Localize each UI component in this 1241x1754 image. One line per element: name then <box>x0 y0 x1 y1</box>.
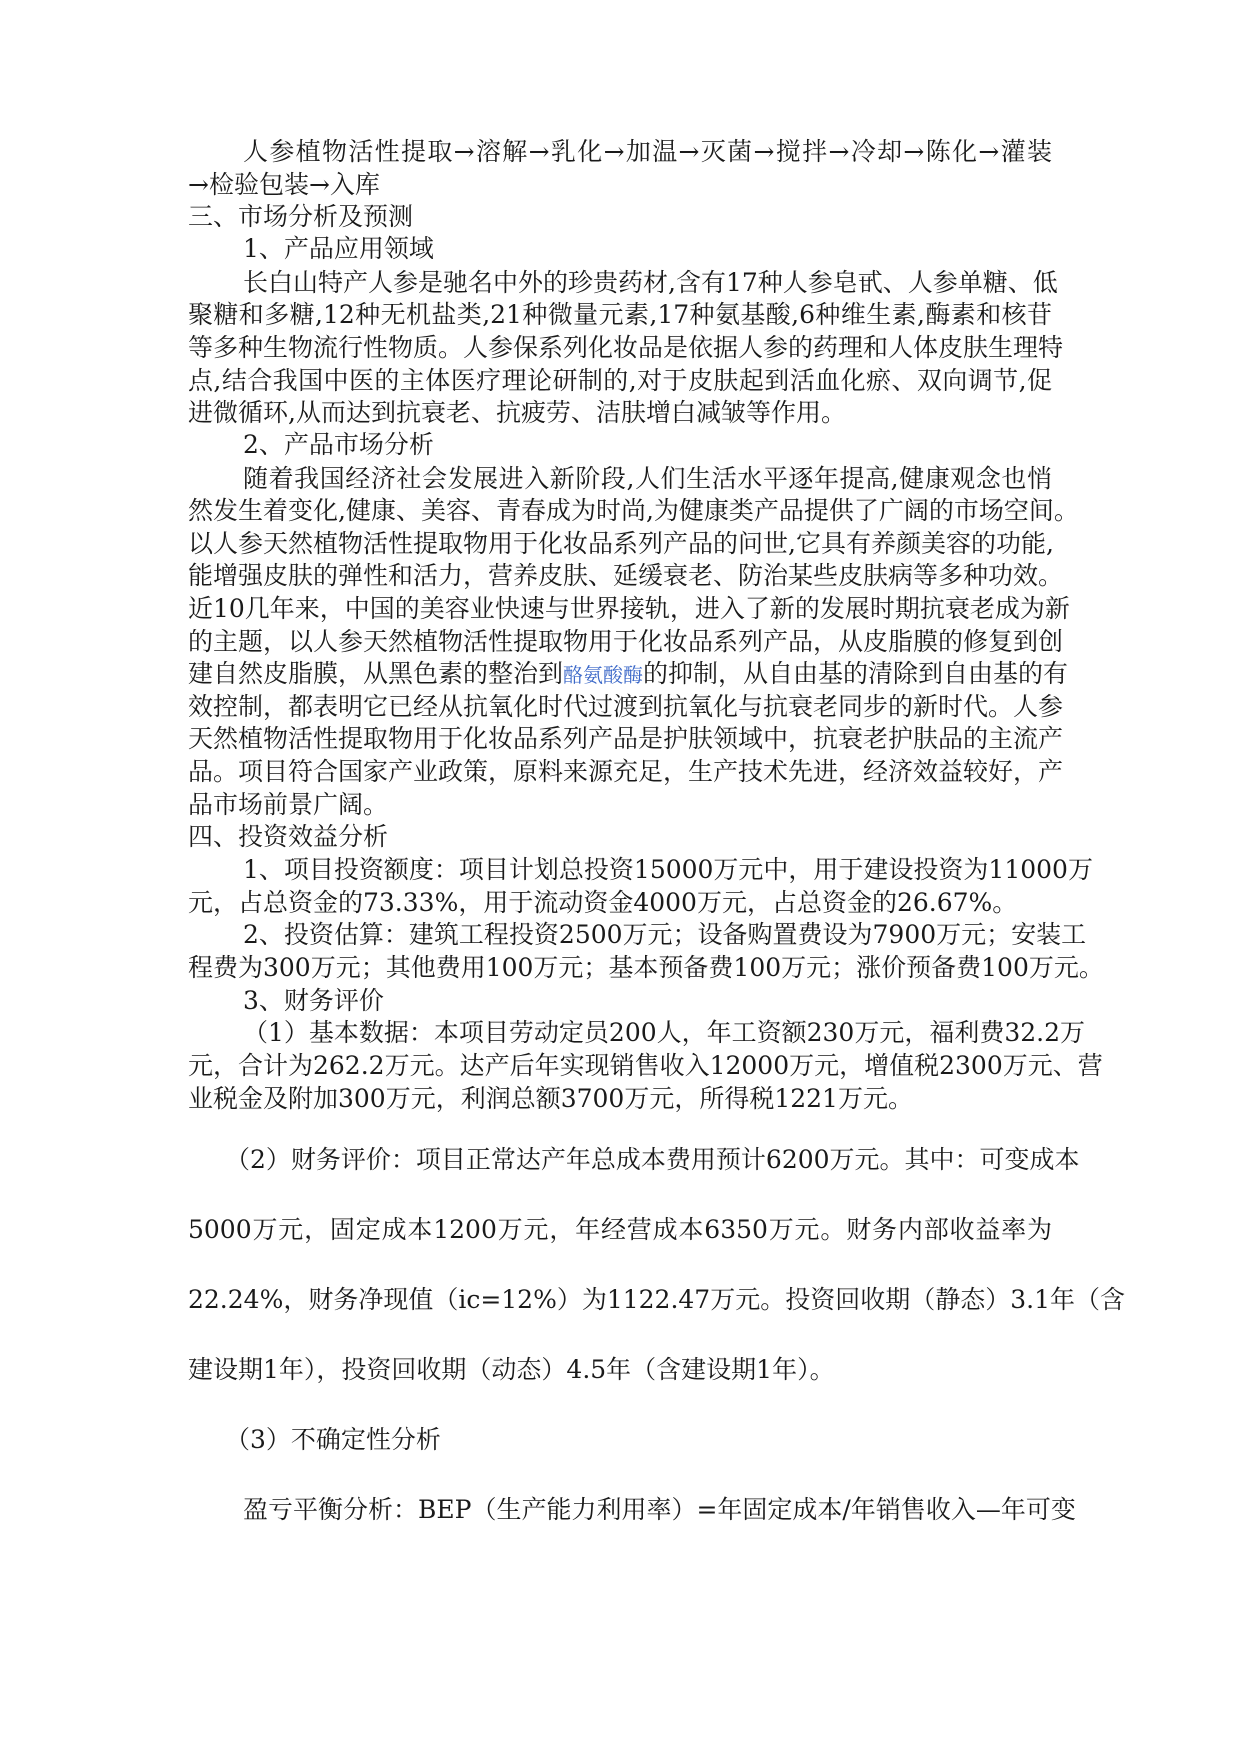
paragraph-line: 近10几年来，中国的美容业快速与世界接轨，进入了新的发展时期抗衰老成为新 <box>188 594 1070 623</box>
paragraph-line: 品。项目符合国家产业政策，原料来源充足，生产技术先进，经济效益较好，产 <box>188 757 1064 786</box>
basic-data-line: （1）基本数据：本项目劳动定员200人，年工资额230万元，福利费32.2万 <box>243 1018 1086 1047</box>
financial-eval-line: 22.24%，财务净现值（ic=12%）为1122.47万元。投资回收期（静态）3.1年（含 <box>188 1285 1125 1314</box>
basic-data-line: 业税金及附加300万元，利润总额3700万元，所得税1221万元。 <box>188 1084 913 1113</box>
investment-estimate-line: 程费为300万元；其他费用100万元；基本预备费100万元；涨价预备费100万元。 <box>188 953 1104 982</box>
tyrosinase-link[interactable]: 酪氨酸酶 <box>563 663 644 687</box>
paragraph-line: 然发生着变化,健康、美容、青春成为时尚,为健康类产品提供了广阔的市场空间。 <box>188 496 1079 525</box>
process-flow-line-2: →检验包装→入库 <box>188 170 380 199</box>
investment-estimate-line: 2、投资估算：建筑工程投资2500万元；设备购置费设为7900万元；安装工 <box>243 920 1087 949</box>
paragraph-line: 随着我国经济社会发展进入新阶段,人们生活水平逐年提高,健康观念也悄 <box>243 464 1052 493</box>
paragraph-line-with-link <box>188 657 1069 692</box>
paragraph-line: 等多种生物流行性物质。人参保系列化妆品是依据人参的药理和人体皮肤生理特 <box>188 333 1064 362</box>
text-after-link: 的抑制，从自由基的清除到自由基的有 <box>643 659 1069 688</box>
paragraph-line: 效控制，都表明它已经从抗氧化时代过渡到抗氧化与抗衰老同步的新时代。人参 <box>188 692 1064 721</box>
financial-eval-line: 建设期1年），投资回收期（动态）4.5年（含建设期1年）。 <box>188 1355 835 1384</box>
investment-amount-line: 1、项目投资额度：项目计划总投资15000万元中，用于建设投资为11000万 <box>243 855 1093 884</box>
section-3-heading: 三、市场分析及预测 <box>188 202 414 231</box>
subsection-3-1-heading: 1、产品应用领域 <box>243 234 434 263</box>
investment-amount-line: 元，占总资金的73.33%，用于流动资金4000万元，占总资金的26.67%。 <box>188 888 1018 917</box>
subsection-3-2-heading: 2、产品市场分析 <box>243 430 434 459</box>
paragraph-line: 能增强皮肤的弹性和活力，营养皮肤、延缓衰老、防治某些皮肤病等多种功效。 <box>188 561 1064 590</box>
paragraph-line: 点,结合我国中医的主体医疗理论研制的,对于皮肤起到活血化瘀、双向调节,促 <box>188 366 1052 395</box>
process-flow-line-1: 人参植物活性提取→溶解→乳化→加温→灭菌→搅拌→冷却→陈化→灌装 <box>243 137 1052 166</box>
section-4-heading: 四、投资效益分析 <box>188 822 389 851</box>
paragraph-line: 天然植物活性提取物用于化妆品系列产品是护肤领域中，抗衰老护肤品的主流产 <box>188 724 1064 753</box>
financial-eval-line: （2）财务评价：项目正常达产年总成本费用预计6200万元。其中：可变成本 <box>225 1145 1080 1174</box>
text-before-link: 建自然皮脂膜，从黑色素的整治到 <box>188 659 564 688</box>
uncertainty-heading: （3）不确定性分析 <box>225 1425 441 1454</box>
paragraph-line: 进微循环,从而达到抗衰老、抗疲劳、洁肤增白减皱等作用。 <box>188 398 846 427</box>
financial-eval-line: 5000万元，固定成本1200万元，年经营成本6350万元。财务内部收益率为 <box>188 1215 1052 1244</box>
paragraph-line: 的主题，以人参天然植物活性提取物用于化妆品系列产品，从皮脂膜的修复到创 <box>188 627 1064 656</box>
paragraph-line: 聚糖和多糖,12种无机盐类,21种微量元素,17种氨基酸,6种维生素,酶素和核苷 <box>188 300 1052 329</box>
breakeven-line: 盈亏平衡分析：BEP（生产能力利用率）=年固定成本/年销售收入—年可变 <box>243 1495 1076 1524</box>
basic-data-line: 元，合计为262.2万元。达产后年实现销售收入12000万元，增值税2300万元、营 <box>188 1051 1103 1080</box>
paragraph-line: 品市场前景广阔。 <box>188 790 389 819</box>
financial-evaluation-heading: 3、财务评价 <box>243 986 384 1015</box>
paragraph-line: 长白山特产人参是驰名中外的珍贵药材,含有17种人参皂甙、人参单糖、低 <box>243 268 1058 297</box>
paragraph-line: 以人参天然植物活性提取物用于化妆品系列产品的问世,它具有养颜美容的功能, <box>188 529 1054 558</box>
